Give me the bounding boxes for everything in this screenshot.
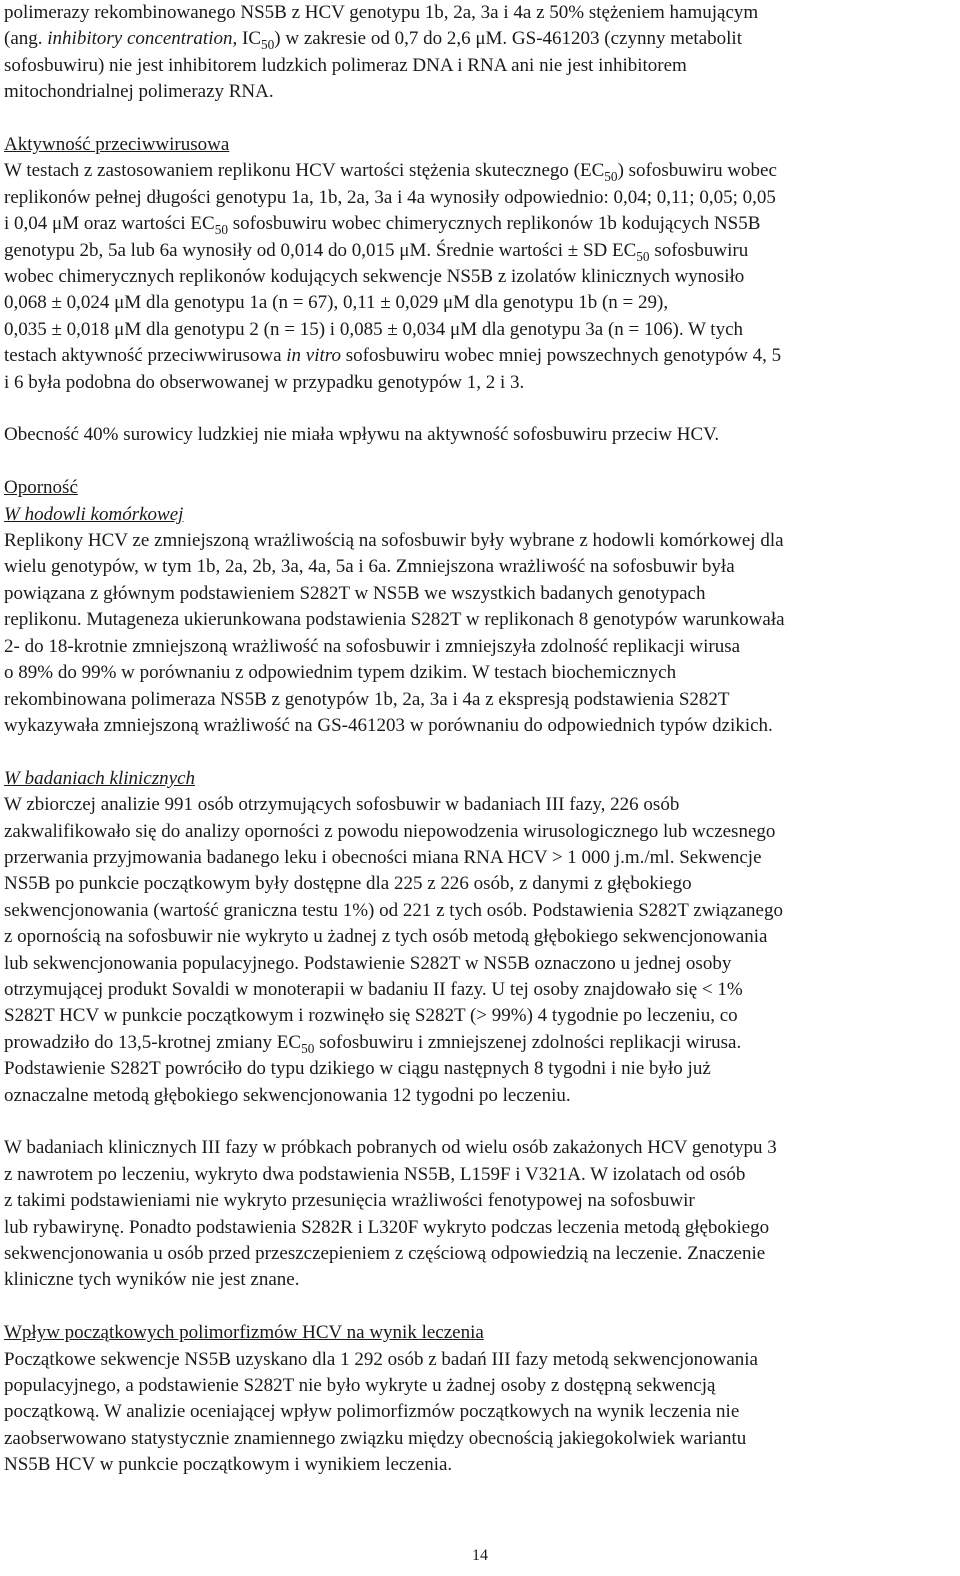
- spacer: [4, 106, 954, 132]
- intro-line-3: sofosbuwiru) nie jest inhibitorem ludzkich polimeraz DNA i RNA ani nie jest inhibitorem: [4, 54, 687, 76]
- clinical-line-5: sekwencjonowania (wartość graniczna testu 1%) od 221 z tych osób. Podstawienia S282T związanego: [4, 899, 783, 921]
- polymorphisms-line-2: populacyjnego, a podstawienie S282T nie było wykryte u żadnej osoby z dostępną sekwencją: [4, 1375, 716, 1397]
- cell-culture-line-6: o 89% do 99% w porównaniu z odpowiednim typem dzikim. W testach biochemicznych: [4, 662, 677, 684]
- antiviral-line-2: replikonów pełnej długości genotypu 1a, 1b, 2a, 3a i 4a wynosiły odpowiednio: 0,04; 0,11; 0,05; 0,05: [4, 186, 776, 208]
- clinical2-line-1: W badaniach klinicznych III fazy w próbkach pobranych od wielu osób zakażonych HCV genotypu 3: [4, 1137, 777, 1159]
- clinical2-line-2: z nawrotem po leczeniu, wykryto dwa podstawienia NS5B, L159F i V321A. W izolatach od osób: [4, 1163, 746, 1185]
- cell-culture-line-8: wykazywała zmniejszoną wrażliwość na GS-461203 w porównaniu do odpowiednich typów dzikich.: [4, 714, 773, 736]
- section-heading-resistance: Oporność: [4, 477, 78, 499]
- intro-line-4: mitochondrialnej polimerazy RNA.: [4, 81, 274, 103]
- clinical-line-11: Podstawienie S282T powróciło do typu dzikiego w ciągu następnych 8 tygodni i nie było już: [4, 1058, 711, 1080]
- antiviral-line-6: 0,068 ± 0,024 μM dla genotypu 1a (n = 67), 0,11 ± 0,029 μM dla genotypu 1b (n = 29),: [4, 292, 669, 314]
- clinical2-line-3: z takimi podstawieniami nie wykryto przesunięcia wrażliwości fenotypowej na sofosbuwir: [4, 1190, 695, 1212]
- page-number: 14: [472, 1547, 488, 1564]
- polymorphisms-line-5: NS5B HCV w punkcie początkowym i wynikiem leczenia.: [4, 1454, 453, 1476]
- polymorphisms-line-3: początkową. W analizie oceniającej wpływ polimorfizmów początkowych na wynik leczenia nie: [4, 1401, 740, 1423]
- spacer: [4, 1109, 954, 1135]
- polymorphisms-line-4: zaobserwowano statystycznie znamiennego związku między obecnością jakiegokolwiek wariantu: [4, 1427, 747, 1449]
- clinical-line-12: oznaczalne metodą głębokiego sekwencjonowania 12 tygodni po leczeniu.: [4, 1084, 571, 1106]
- clinical-line-7: lub sekwencjonowania populacyjnego. Podstawienie S282T w NS5B oznaczono u jednej osoby: [4, 952, 732, 974]
- spacer: [4, 739, 954, 765]
- antiviral-line-8: testach aktywność przeciwwirusowa in vitro sofosbuwiru wobec mniej powszechnych genotypów 4, 5: [4, 345, 782, 367]
- clinical-line-2: zakwalifikowało się do analizy oporności z powodu niepowodzenia wirusologicznego lub wczesnego: [4, 820, 776, 842]
- subheading-cell-culture: W hodowli komórkowej: [4, 503, 184, 525]
- cell-culture-line-4: replikonu. Mutageneza ukierunkowana podstawienia S282T w replikonach 8 genotypów warunkowała: [4, 609, 785, 631]
- clinical2-line-5: sekwencjonowania u osób przed przeszczepieniem z częściową odpowiedzią na leczenie. Znaczenie: [4, 1243, 766, 1265]
- serum-paragraph: Obecność 40% surowicy ludzkiej nie miała wpływu na aktywność sofosbuwiru przeciw HCV.: [4, 424, 720, 446]
- document-page: [4, 0, 954, 1479]
- cell-culture-line-1: Replikony HCV ze zmniejszoną wrażliwością na sofosbuwir były wybrane z hodowli komórkowej dla: [4, 530, 784, 552]
- section-heading-polymorphisms: Wpływ początkowych polimorfizmów HCV na wynik leczenia: [4, 1322, 484, 1344]
- antiviral-line-3: i 0,04 μM oraz wartości $EC_{50}$ sofosbuwiru wobec chimerycznych replikonów 1b kodujących NS5B: [4, 213, 761, 238]
- cell-culture-line-5: 2- do 18-krotnie zmniejszoną wrażliwość na sofosbuwir i zmniejszyła zdolność replikacji wirusa: [4, 635, 741, 657]
- antiviral-line-1: W testach z zastosowaniem replikonu HCV wartości stężenia skutecznego $(EC_{50})$ sofosbuwiru wobec: [4, 160, 777, 185]
- clinical-line-9: S282T HCV w punkcie początkowym i rozwinęło się S282T (> 99%) 4 tygodnie po leczeniu, co: [4, 1005, 738, 1027]
- antiviral-line-9: i 6 była podobna do obserwowanej w przypadku genotypów 1, 2 i 3.: [4, 371, 525, 393]
- cell-culture-line-2: wielu genotypów, w tym 1b, 2a, 2b, 3a, 4a, 5a i 6a. Zmniejszona wrażliwość na sofosbuwir była: [4, 556, 735, 578]
- clinical2-line-4: lub rybawirynę. Ponadto podstawienia S282R i L320F wykryto podczas leczenia metodą głębokiego: [4, 1216, 770, 1238]
- cell-culture-line-7: rekombinowana polimeraza NS5B z genotypów 1b, 2a, 3a i 4a z ekspresją podstawienia S282T: [4, 688, 730, 710]
- intro-line-1: polimerazy rekombinowanego NS5B z HCV genotypu 1b, 2a, 3a i 4a z 50% stężeniem hamującym: [4, 2, 759, 23]
- clinical-line-4: NS5B po punkcie początkowym były dostępne dla 225 z 226 osób, z danymi z głębokiego: [4, 873, 692, 895]
- section-heading-antiviral: Aktywność przeciwwirusowa: [4, 134, 230, 156]
- subheading-clinical: W badaniach klinicznych: [4, 767, 196, 789]
- clinical-line-1: W zbiorczej analizie 991 osób otrzymujących sofosbuwir w badaniach III fazy, 226 osób: [4, 794, 680, 816]
- clinical-line-10: prowadziło do 13,5-krotnej zmiany $EC_{50}$ sofosbuwiru i zmniejszenej zdolności replikacji wirusa.: [4, 1031, 742, 1056]
- spacer: [4, 396, 954, 422]
- clinical-line-3: przerwania przyjmowania badanego leku i obecności miana RNA HCV > 1 000 j.m./ml. Sekwencje: [4, 846, 762, 868]
- antiviral-line-5: wobec chimerycznych replikonów kodujących sekwencje NS5B z izolatów klinicznych wynosiło: [4, 266, 745, 288]
- antiviral-line-7: 0,035 ± 0,018 μM dla genotypu 2 (n = 15) i 0,085 ± 0,034 μM dla genotypu 3a (n = 106). W tych: [4, 318, 744, 340]
- clinical-line-8: otrzymującej produkt Sovaldi w monoterapii w badaniu II fazy. U tej osoby znajdowało się < 1%: [4, 978, 743, 1000]
- intro-line-2: (ang. inhibitory concentration, $IC_{50}$) w zakresie od 0,7 do 2,6 μM. GS-461203 (czynny metabolit: [4, 28, 742, 53]
- antiviral-line-4: genotypu 2b, 5a lub 6a wynosiły od 0,014 do 0,015 μM. Średnie wartości ± SD $EC_{50}$ sofosbuwiru: [4, 239, 749, 264]
- clinical2-line-6: kliniczne tych wyników nie jest znane.: [4, 1269, 300, 1291]
- cell-culture-line-3: powiązana z głównym podstawieniem S282T w NS5B we wszystkich badanych genotypach: [4, 582, 706, 604]
- spacer: [4, 1294, 954, 1320]
- spacer: [4, 449, 954, 475]
- clinical-line-6: z opornością na sofosbuwir nie wykryto u żadnej z tych osób metodą głębokiego sekwencjonowania: [4, 926, 768, 948]
- polymorphisms-line-1: Początkowe sekwencje NS5B uzyskano dla 1 292 osób z badań III fazy metodą sekwencjonowania: [4, 1348, 758, 1370]
